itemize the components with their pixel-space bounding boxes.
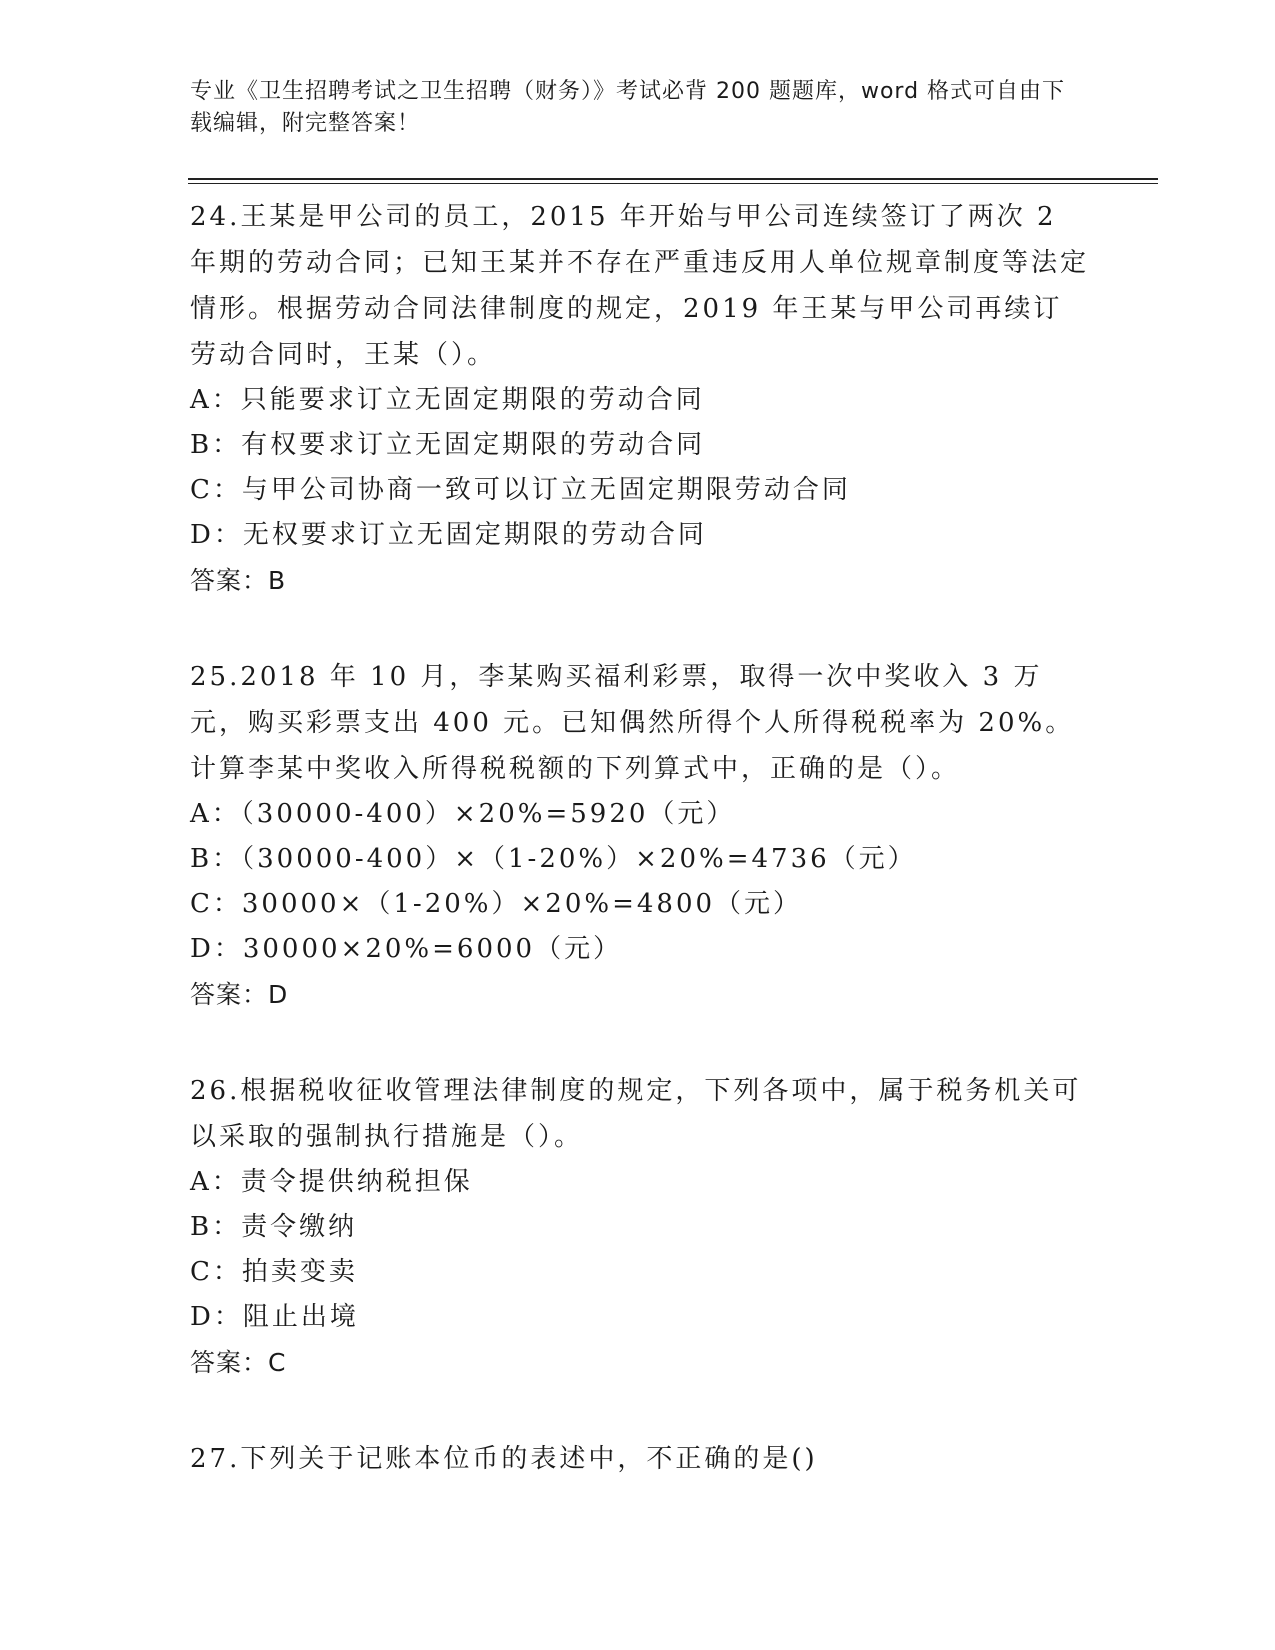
option-a: A：责令提供纳税担保 xyxy=(190,1167,473,1197)
question-26 xyxy=(190,1064,1090,1386)
option-d: D：无权要求订立无固定期限的劳动合同 xyxy=(190,520,707,550)
option-d: D：30000×20%=6000（元） xyxy=(190,934,623,964)
option-b: B：责令缴纳 xyxy=(190,1212,358,1242)
option-b: B：（30000-400）×（1-20%）×20%=4736（元） xyxy=(190,844,917,874)
question-text: 27.下列关于记账本位币的表述中，不正确的是() xyxy=(190,1444,818,1474)
question-25 xyxy=(190,650,1090,1018)
answer: 答案：B xyxy=(190,566,287,595)
question-24 xyxy=(190,190,1090,604)
header-divider-thick xyxy=(188,178,1158,180)
header-divider-thin xyxy=(188,183,1158,184)
answer: 答案：C xyxy=(190,1348,287,1377)
option-a: A：只能要求订立无固定期限的劳动合同 xyxy=(190,385,705,415)
option-c: C：与甲公司协商一致可以订立无固定期限劳动合同 xyxy=(190,475,851,505)
option-c: C：拍卖变卖 xyxy=(190,1257,358,1287)
option-a: A：（30000-400）×20%=5920（元） xyxy=(190,799,736,829)
question-text: 24.王某是甲公司的员工，2015 年开始与甲公司连续签订了两次 2 年期的劳动合同；已知王某并不存在严重违反用人单位规章制度等法定情形。根据劳动合同法律制度的规定，2019 年王某与甲公司再续订劳动合同时，王某（）。 xyxy=(190,202,1090,370)
question-list xyxy=(190,190,1090,1528)
question-text: 26.根据税收征收管理法律制度的规定，下列各项中，属于税务机关可以采取的强制执行措施是（）。 xyxy=(190,1076,1082,1152)
question-27 xyxy=(190,1432,1090,1482)
answer: 答案：D xyxy=(190,980,289,1009)
question-text: 25.2018 年 10 月，李某购买福利彩票，取得一次中奖收入 3 万元，购买彩票支出 400 元。已知偶然所得个人所得税税率为 20%。计算李某中奖收入所得税税额的下列算式中，正确的是（）。 xyxy=(190,662,1075,784)
option-b: B：有权要求订立无固定期限的劳动合同 xyxy=(190,430,706,460)
option-d: D：阻止出境 xyxy=(190,1302,359,1332)
document-header: 专业《卫生招聘考试之卫生招聘（财务）》考试必背 200 题题库，word 格式可自由下载编辑，附完整答案！ xyxy=(190,79,1066,136)
option-c: C：30000×（1-20%）×20%=4800（元） xyxy=(190,889,803,919)
